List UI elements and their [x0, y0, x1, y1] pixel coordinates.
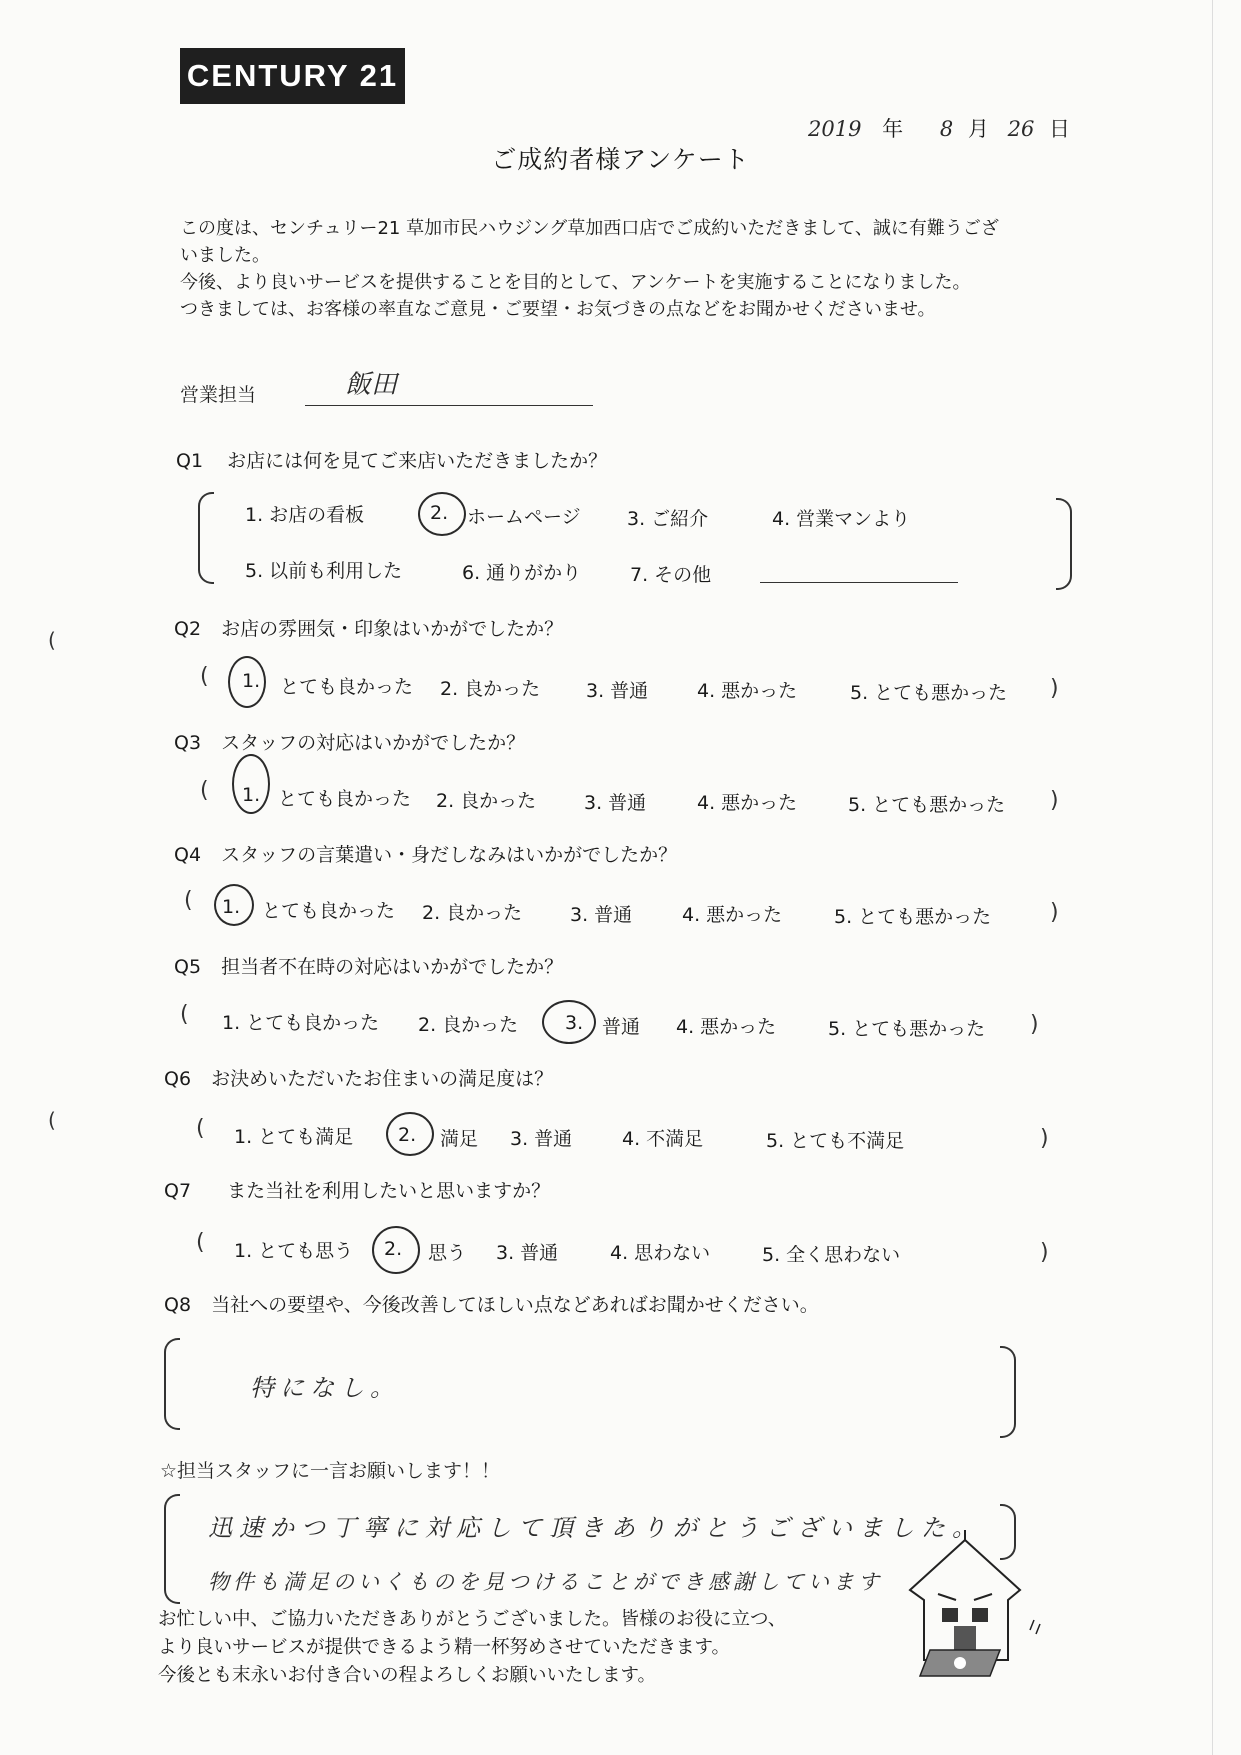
- staff-message-line[interactable]: 物件も満足のいくものを見つけることができ感謝しています: [208, 1570, 883, 1594]
- scan-mark: (: [48, 1108, 56, 1132]
- q8-number: Q8: [164, 1294, 192, 1316]
- q4-option-1-label[interactable]: とても良かった: [262, 900, 396, 922]
- q2-option-1-label[interactable]: とても良かった: [280, 676, 414, 698]
- q1-option-7[interactable]: 7. その他: [630, 564, 712, 586]
- q2-option-3[interactable]: 3. 普通: [586, 680, 649, 702]
- q4-question: [174, 840, 677, 867]
- q8-text: 当社への要望や、今後改善してほしい点などあればお聞かせください。: [211, 1294, 819, 1316]
- q4-number: Q4: [174, 844, 202, 866]
- q1-option-6[interactable]: 6. 通りがかり: [462, 562, 582, 584]
- q8-bracket-right: [1000, 1346, 1016, 1438]
- intro-line: つきましては、お客様の率直なご意見・ご要望・お気づきの点などをお聞かせくださいませ。: [180, 299, 936, 320]
- intro-line: いました。: [180, 245, 270, 266]
- q7-selected-circle: [372, 1226, 420, 1274]
- q1-option-2-label[interactable]: ホームページ: [467, 506, 581, 528]
- q7-option-2-label[interactable]: 思う: [428, 1242, 467, 1264]
- q2-option-5[interactable]: 5. とても悪かった: [850, 682, 1008, 704]
- house-mascot-illustration: [890, 1530, 1060, 1680]
- q5-option-4[interactable]: 4. 悪かった: [676, 1016, 777, 1038]
- q1-bracket-left: [198, 492, 214, 584]
- q4-paren-open: (: [184, 888, 193, 913]
- century21-logo: CENTURY 21: [180, 48, 405, 104]
- q6-selected-circle: [386, 1112, 434, 1156]
- q6-option-4[interactable]: 4. 不満足: [622, 1128, 704, 1150]
- q6-option-2-label[interactable]: 満足: [440, 1128, 479, 1150]
- q3-selected-circle: [232, 754, 270, 814]
- q8-question: [164, 1290, 819, 1317]
- closing-message: [158, 1606, 838, 1690]
- page-title: ご成約者様アンケート: [491, 145, 750, 174]
- q7-paren-open: (: [196, 1230, 205, 1255]
- q5-number: Q5: [174, 956, 202, 978]
- q6-option-1[interactable]: 1. とても満足: [234, 1126, 354, 1148]
- q4-selected-circle: [214, 884, 254, 926]
- q7-option-1[interactable]: 1. とても思う: [234, 1240, 354, 1262]
- q3-number: Q3: [174, 732, 202, 754]
- date-day: 26: [1007, 117, 1035, 141]
- date-month: 8: [939, 117, 954, 141]
- q2-selected-circle: [228, 656, 266, 708]
- q1-option-5[interactable]: 5. 以前も利用した: [245, 560, 403, 582]
- q3-option-2[interactable]: 2. 良かった: [436, 790, 537, 812]
- q5-option-2[interactable]: 2. 良かった: [418, 1014, 519, 1036]
- q1-option-3[interactable]: 3. ご紹介: [627, 508, 709, 530]
- q6-paren-open: (: [196, 1116, 205, 1141]
- q1-option-2-number[interactable]: 2.: [430, 502, 449, 524]
- q1-text: お店には何を見てご来店いただきましたか？: [227, 450, 608, 472]
- q1-other-underline: [760, 582, 958, 583]
- q6-text: お決めいただいたお住まいの満足度は？: [211, 1068, 554, 1090]
- q3-option-1-label[interactable]: とても良かった: [278, 788, 412, 810]
- q5-paren-close: ): [1030, 1012, 1039, 1037]
- q3-option-4[interactable]: 4. 悪かった: [697, 792, 798, 814]
- q1-option-4[interactable]: 4. 営業マンより: [772, 508, 911, 530]
- q7-number: Q7: [164, 1180, 192, 1202]
- q7-question: [164, 1176, 550, 1203]
- q7-option-4[interactable]: 4. 思わない: [610, 1242, 711, 1264]
- q4-text: スタッフの言葉遣い・身だしなみはいかがでしたか？: [221, 844, 678, 866]
- q4-option-4[interactable]: 4. 悪かった: [682, 904, 783, 926]
- q1-question: [176, 446, 607, 473]
- q4-option-5[interactable]: 5. とても悪かった: [834, 906, 992, 928]
- sales-rep-value[interactable]: 飯田: [345, 370, 398, 400]
- q4-paren-close: ): [1050, 900, 1059, 925]
- q5-option-5[interactable]: 5. とても悪かった: [828, 1018, 986, 1040]
- q5-selected-circle: [542, 1000, 596, 1044]
- date-month-label: 月: [967, 117, 989, 141]
- staff-message-heading: ☆担当スタッフに一言お願いします！！: [160, 1460, 501, 1482]
- q1-bracket-right: [1056, 498, 1072, 590]
- q4-option-1-number[interactable]: 1.: [222, 896, 241, 918]
- date-year-label: 年: [882, 117, 904, 141]
- q1-option-1[interactable]: 1. お店の看板: [245, 504, 365, 526]
- intro-line: 今後、より良いサービスを提供することを目的として、アンケートを実施することになりました。: [180, 272, 971, 293]
- q5-option-1[interactable]: 1. とても良かった: [222, 1012, 380, 1034]
- intro-text: [180, 215, 1060, 323]
- q1-number: Q1: [176, 450, 204, 472]
- q3-option-5[interactable]: 5. とても悪かった: [848, 794, 1006, 816]
- q3-paren-open: (: [200, 778, 209, 803]
- q7-option-2-number[interactable]: 2.: [384, 1238, 403, 1260]
- scan-edge: [1212, 0, 1213, 1755]
- staff-message-line[interactable]: 迅速かつ丁寧に対応して頂きありがとうございました。: [208, 1514, 983, 1542]
- q5-paren-open: (: [180, 1002, 189, 1027]
- date-day-label: 日: [1049, 117, 1070, 141]
- q6-question: [164, 1064, 553, 1091]
- q7-option-3[interactable]: 3. 普通: [496, 1242, 559, 1264]
- q3-text: スタッフの対応はいかがでしたか？: [221, 732, 526, 754]
- q5-option-3-number[interactable]: 3.: [565, 1012, 584, 1034]
- q6-option-2-number[interactable]: 2.: [398, 1124, 417, 1146]
- q6-option-5[interactable]: 5. とても不満足: [766, 1130, 905, 1152]
- q8-bracket-left: [164, 1338, 180, 1430]
- q4-option-3[interactable]: 3. 普通: [570, 904, 633, 926]
- q8-answer[interactable]: 特になし。: [250, 1374, 400, 1402]
- q2-question: [174, 614, 563, 641]
- q2-option-1-number[interactable]: 1.: [242, 670, 261, 692]
- q2-paren-close: ): [1050, 676, 1059, 701]
- scan-mark: (: [48, 628, 56, 652]
- staff-bracket-left: [164, 1494, 180, 1604]
- q7-text: また当社を利用したいと思いますか？: [227, 1180, 551, 1202]
- q3-option-3[interactable]: 3. 普通: [584, 792, 647, 814]
- q7-paren-close: ): [1040, 1240, 1049, 1265]
- sales-rep-underline: [305, 405, 593, 406]
- q3-question: [174, 728, 525, 755]
- closing-line: より良いサービスが提供できるよう精一杯努めさせていただきます。: [158, 1637, 731, 1658]
- sales-rep-label: 営業担当: [180, 384, 257, 406]
- closing-line: 今後とも末永いお付き合いの程よろしくお願いいたします。: [158, 1665, 657, 1686]
- q7-option-5[interactable]: 5. 全く思わない: [762, 1244, 901, 1266]
- intro-line: この度は、センチュリー21 草加市民ハウジング草加西口店でご成約いただきまして、誠に有難うござ: [180, 218, 999, 239]
- q6-paren-close: ): [1040, 1126, 1049, 1151]
- q2-text: お店の雰囲気・印象はいかがでしたか？: [221, 618, 564, 640]
- q4-option-2[interactable]: 2. 良かった: [422, 902, 523, 924]
- q3-paren-close: ): [1050, 788, 1059, 813]
- q2-option-2[interactable]: 2. 良かった: [440, 678, 541, 700]
- q5-text: 担当者不在時の対応はいかがでしたか？: [221, 956, 564, 978]
- q6-number: Q6: [164, 1068, 192, 1090]
- q6-option-3[interactable]: 3. 普通: [510, 1128, 573, 1150]
- q2-number: Q2: [174, 618, 202, 640]
- q2-paren-open: (: [200, 664, 209, 689]
- closing-line: お忙しい中、ご協力いただきありがとうございました。皆様のお役に立つ、: [158, 1609, 787, 1630]
- q5-option-3-label[interactable]: 普通: [602, 1016, 641, 1038]
- q3-option-1-number[interactable]: 1.: [242, 784, 261, 806]
- q2-option-4[interactable]: 4. 悪かった: [697, 680, 798, 702]
- date-year: 2019: [808, 117, 862, 141]
- q1-selected-circle: [418, 492, 466, 536]
- date: [808, 113, 1070, 143]
- q5-question: [174, 952, 563, 979]
